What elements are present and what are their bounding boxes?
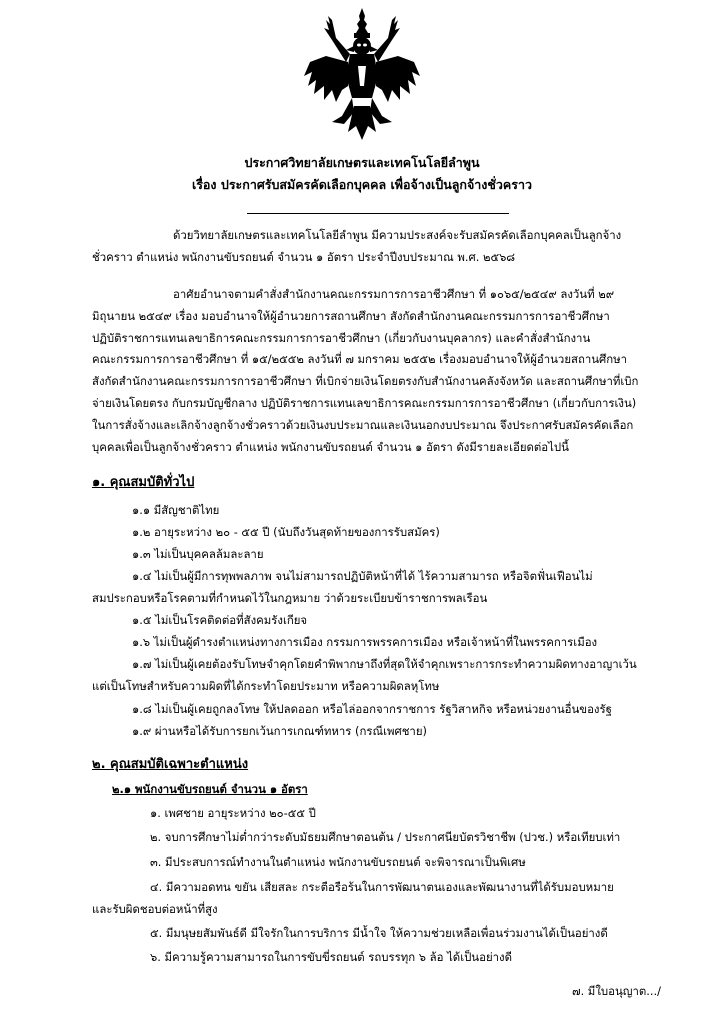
authority-line: สังกัดสำนักงานคณะกรรมการการอาชีวศึกษา ที่เบิกจ่ายเงินโดยตรงกับสำนักงานคลังจังหวัด และสถานศึกษาที่เบิก (92, 374, 639, 388)
qualification-item-cont: สมประกอบหรือโรคตามที่กำหนดไว้ในกฎหมาย ว่าด้วยระเบียบข้าราชการพลเรือน (92, 591, 488, 605)
authority-line: มิถุนายน ๒๕๔๙ เรื่อง มอบอำนาจให้ผู้อำนวยการสถานศึกษา สังกัดสำนักงานคณะกรรมการการอาชีวศึกษา (92, 309, 610, 323)
position-requirement: ๒. จบการศึกษาไม่ต่ำกว่าระดับมัธยมศึกษาตอนต้น / ประกาศนียบัตรวิชาชีพ (ปวช.) หรือเทียบเท่า (150, 830, 621, 844)
intro-line: ด้วยวิทยาลัยเกษตรและเทคโนโลยีลำพูน มีความประสงค์จะรับสมัครคัดเลือกบุคคลเป็นลูกจ้าง (173, 228, 622, 242)
announcement-title: ประกาศวิทยาลัยเกษตรและเทคโนโลยีลำพูน (244, 155, 480, 170)
qualification-item: ๑.๕ ไม่เป็นโรคติดต่อที่สังคมรังเกียจ (132, 613, 308, 627)
garuda-emblem (302, 6, 422, 142)
position-requirement: ๔. มีความอดทน ขยัน เสียสละ กระตือรือร้นในการพัฒนาตนเองและพัฒนางานที่ได้รับมอบหมาย (150, 880, 614, 894)
title-divider (247, 213, 509, 214)
authority-line: บุคคลเพื่อเป็นลูกจ้างชั่วคราว ตำแหน่ง พนักงานขับรถยนต์ จำนวน ๑ อัตรา ดังมีรายละเอียดต่อไปนี้ (92, 440, 569, 454)
qualification-item: ๑.๔ ไม่เป็นผู้มีการทุพพลภาพ จนไม่สามารถปฏิบัติหน้าที่ได้ ไร้ความสามารถ หรือจิตฟั่นเฟือนไม่ (132, 569, 593, 583)
section-heading-general: ๑. คุณสมบัติทั่วไป (92, 475, 195, 490)
qualification-item: ๑.๙ ผ่านหรือได้รับการยกเว้นการเกณฑ์ทหาร (กรณีเพศชาย) (132, 724, 427, 738)
announcement-subject: เรื่อง ประกาศรับสมัครคัดเลือกบุคคล เพื่อจ้างเป็นลูกจ้างชั่วคราว (191, 177, 533, 192)
qualification-item: ๑.๗ ไม่เป็นผู้เคยต้องรับโทษจำคุกโดยคำพิพากษาถึงที่สุดให้จำคุกเพราะการกระทำความผิดทางอาญาเว้น (132, 657, 637, 671)
authority-line: จ่ายเงินโดยตรง กับกรมบัญชีกลาง ปฏิบัติราชการแทนเลขาธิการคณะกรรมการการอาชีวศึกษา (เกี่ยวกับการเงิน) (92, 396, 637, 410)
qualification-item-cont: แต่เป็นโทษสำหรับความผิดที่ได้กระทำโดยประมาท หรือความผิดลหุโทษ (92, 679, 440, 693)
continuation-marker: ๗. มีใบอนุญาต.../ (572, 984, 661, 998)
qualification-item: ๑.๓ ไม่เป็นบุคคลล้มละลาย (132, 547, 264, 561)
qualification-item: ๑.๖ ไม่เป็นผู้ดำรงตำแหน่งทางการเมือง กรรมการพรรคการเมือง หรือเจ้าหน้าที่ในพรรคการเมือง (132, 635, 598, 649)
position-requirement: ๑. เพศชาย อายุระหว่าง ๒๐-๕๕ ปี (150, 806, 316, 820)
position-requirement: ๓. มีประสบการณ์ทำงานในตำแหน่ง พนักงานขับรถยนต์ จะพิจารณาเป็นพิเศษ (150, 855, 526, 869)
position-requirement: ๖. มีความรู้ความสามารถในการขับขี่รถยนต์ รถบรรทุก ๖ ล้อ ได้เป็นอย่างดี (150, 950, 512, 964)
authority-line: อาศัยอำนาจตามคำสั่งสำนักงานคณะกรรมการการอาชีวศึกษา ที่ ๑๐๖๕/๒๕๔๙ ลงวันที่ ๒๙ (173, 287, 615, 301)
authority-line: คณะกรรมการการอาชีวศึกษา ที่ ๑๕/๒๕๕๒ ลงวันที่ ๗ มกราคม ๒๕๕๒ เรื่องมอบอำนาจให้ผู้อำนวยสถานศึกษา (92, 352, 628, 366)
authority-line: ปฏิบัติราชการแทนเลขาธิการคณะกรรมการการอาชีวศึกษา (เกี่ยวกับงานบุคลากร) และคำสั่งสำนักงาน (92, 331, 591, 345)
intro-line: ชั่วคราว ตำแหน่ง พนักงานขับรถยนต์ จำนวน ๑ อัตรา ประจำปีงบประมาณ พ.ศ. ๒๕๖๘ (92, 250, 516, 264)
position-requirement: ๕. มีมนุษยสัมพันธ์ดี มีใจรักในการบริการ มีน้ำใจ ให้ความช่วยเหลือเพื่อนร่วมงานได้เป็นอย่างดี (150, 926, 608, 940)
qualification-item: ๑.๑ มีสัญชาติไทย (132, 503, 220, 517)
position-subheading: ๒.๑ พนักงานขับรถยนต์ จำนวน ๑ อัตรา (112, 782, 308, 796)
qualification-item: ๑.๘ ไม่เป็นผู้เคยถูกลงโทษ ให้ปลดออก หรือไล่ออกจากราชการ รัฐวิสาหกิจ หรือหน่วยงานอื่นของรัฐ (132, 702, 612, 716)
position-requirement-cont: และรับผิดชอบต่อหน้าที่สูง (92, 902, 218, 916)
authority-line: ในการสั่งจ้างและเลิกจ้างลูกจ้างชั่วคราวด้วยเงินงบประมาณและเงินนอกงบประมาณ จึงประกาศรับสมัครคัดเลือก (92, 418, 634, 432)
qualification-item: ๑.๒ อายุระหว่าง ๒๐ - ๕๕ ปี (นับถึงวันสุดท้ายของการรับสมัคร) (132, 525, 440, 539)
section-heading-specific: ๒. คุณสมบัติเฉพาะตำแหน่ง (92, 757, 249, 772)
